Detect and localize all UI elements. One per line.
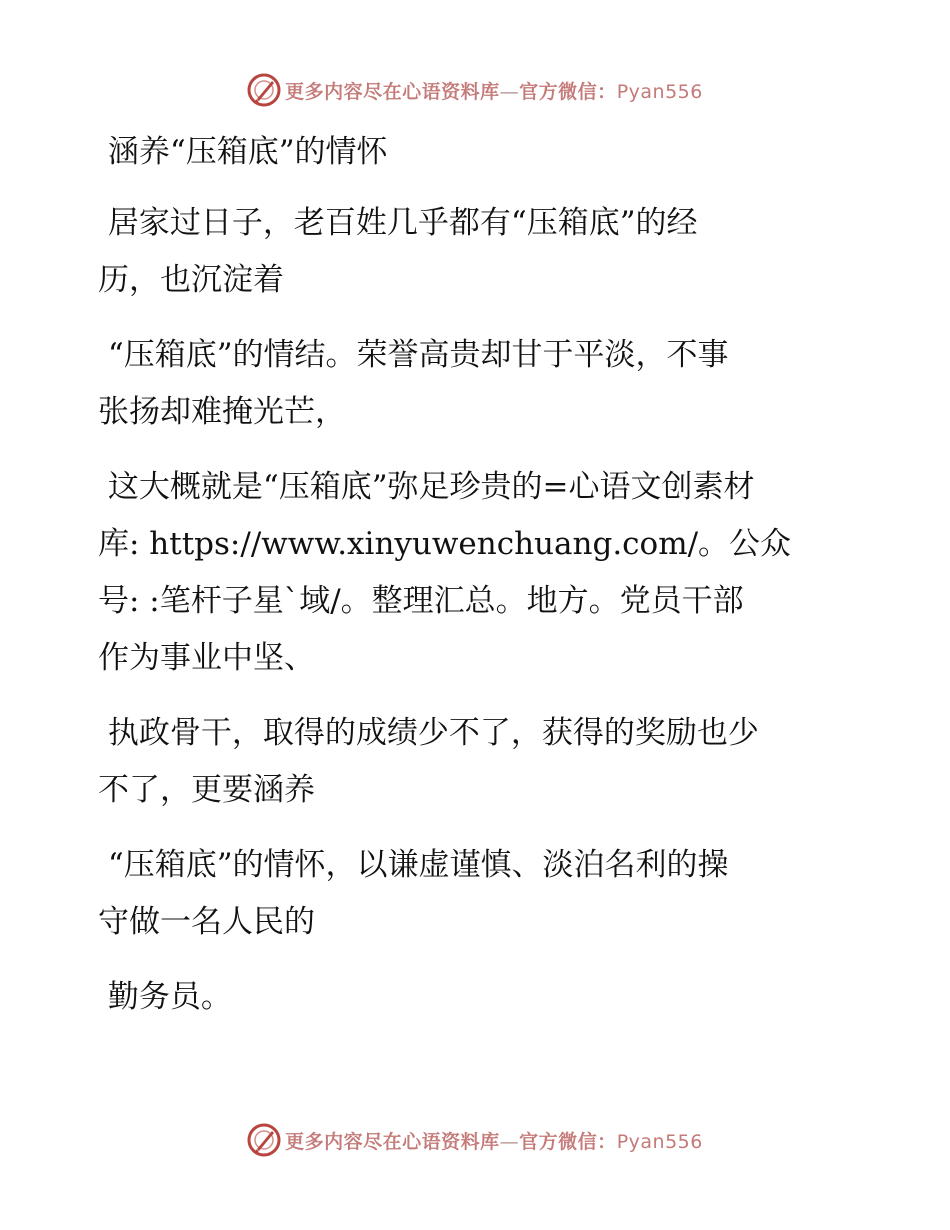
banner-wechat-id: Pyan556 [616, 1130, 703, 1153]
paragraph [98, 459, 858, 687]
banner-wechat-id: Pyan556 [616, 80, 703, 103]
paragraph-line: 执政骨干，取得的成绩少不了，获得的奖励也少 [98, 715, 759, 751]
paragraph [98, 327, 858, 441]
banner-wechat-label: 官方微信： [519, 80, 617, 103]
footer-watermark [0, 1120, 950, 1160]
document-body [98, 124, 858, 1044]
paragraph-line: 居家过日子，老百姓几乎都有“压箱底”的经 [98, 205, 698, 241]
banner-slogan: 更多内容尽在心语资料库 [285, 80, 500, 103]
document-title: 涵养“压箱底”的情怀 [98, 134, 388, 170]
banner-separator: — [499, 1130, 520, 1153]
banner-wechat-label: 官方微信： [519, 1130, 617, 1153]
paragraph [98, 705, 858, 819]
paragraph-line: 号: :笔杆子星`域/。整理汇总。地方。党员干部 [98, 583, 744, 619]
quill-seal-logo-icon [247, 1123, 281, 1157]
paragraph-line: 勤务员。 [98, 979, 232, 1015]
paragraph-line: 张扬却难掩光芒， [98, 394, 346, 430]
paragraph [98, 969, 858, 1026]
paragraph-line: “压箱底”的情结。荣誉高贵却甘于平淡，不事 [98, 337, 729, 373]
paragraph [98, 195, 858, 309]
paragraph-line: 这大概就是“压箱底”弥足珍贵的=心语文创素材 [98, 469, 755, 505]
paragraph-line: “压箱底”的情怀，以谦虚谨慎、淡泊名利的操 [98, 847, 729, 883]
paragraph-line: 库: https://www.xinyuwenchuang.com/。公众 [98, 526, 792, 562]
paragraph-line: 作为事业中坚、 [98, 640, 315, 676]
banner-slogan: 更多内容尽在心语资料库 [285, 1130, 500, 1153]
header-watermark [0, 70, 950, 110]
quill-seal-logo-icon [247, 73, 281, 107]
paragraph-line: 守做一名人民的 [98, 904, 315, 940]
banner-separator: — [499, 80, 520, 103]
paragraph-line: 历，也沉淀着 [98, 262, 284, 298]
paragraph [98, 837, 858, 951]
paragraph-line: 不了，更要涵养 [98, 772, 315, 808]
